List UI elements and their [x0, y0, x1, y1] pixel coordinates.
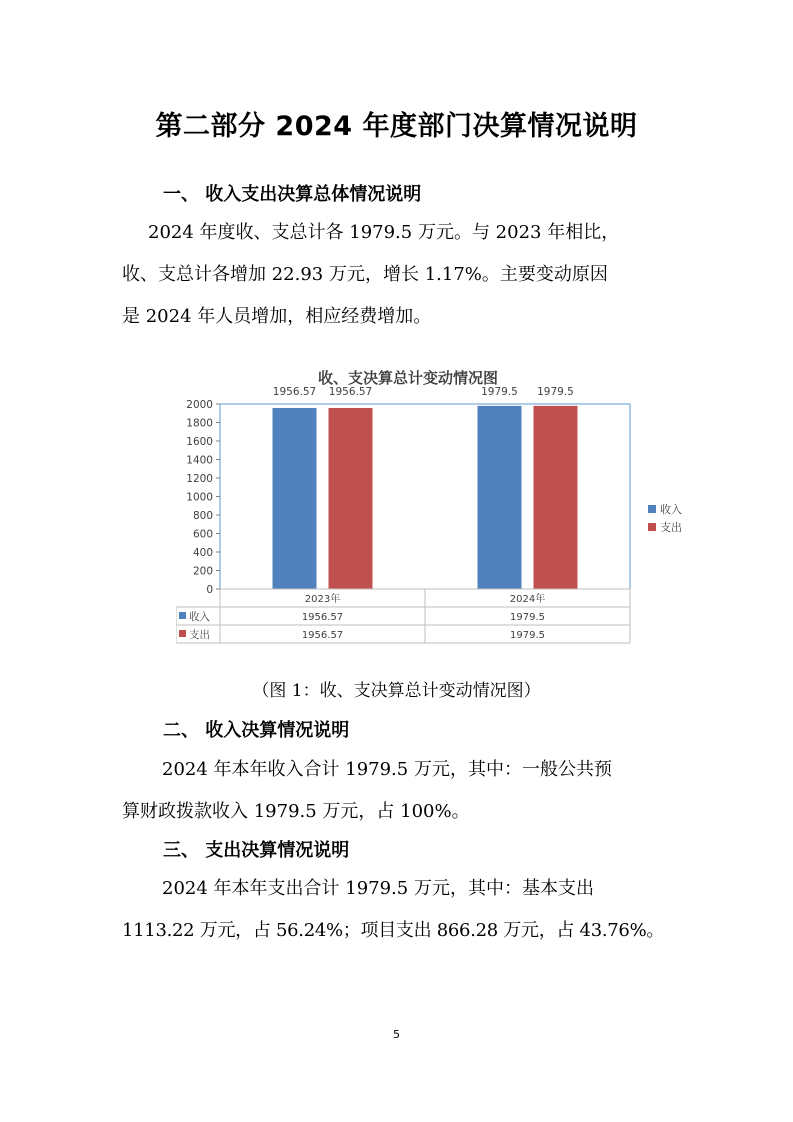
y-tick-label: 0 [206, 584, 213, 596]
section-heading-income: 二、 收入决算情况说明 [163, 720, 350, 741]
y-tick-label: 200 [192, 565, 213, 578]
table-cell: 1956.57 [301, 612, 344, 623]
data-label: 1956.57 [272, 386, 317, 398]
legend-label: 支出 [660, 521, 682, 534]
y-tick-label: 800 [192, 510, 213, 522]
paragraph-line: 算财政拨款收入 1979.5 万元，占 100%。 [122, 801, 470, 822]
y-tick-label: 400 [192, 547, 213, 559]
paragraph-income-cont [122, 791, 682, 833]
bar-支出-2024年 [534, 406, 578, 589]
y-tick-label: 1800 [186, 417, 213, 430]
paragraph-line: 2024 年本年支出合计 1979.5 万元，其中：基本支出 [162, 878, 594, 899]
y-tick-label: 1600 [186, 436, 213, 448]
data-label: 1979.5 [537, 386, 574, 398]
table-legend-key [179, 630, 186, 637]
paragraph-line: 2024 年度收、支总计各 1979.5 万元。与 2023 年相比， [148, 222, 620, 243]
y-tick-label: 1000 [186, 491, 213, 504]
paragraph-line: 是 2024 年人员增加，相应经费增加。 [122, 306, 432, 327]
bar-支出-2023年 [329, 408, 373, 589]
data-label: 1979.5 [481, 386, 518, 398]
x-tick-label: 2023年 [304, 594, 341, 605]
paragraph-overview [122, 212, 682, 254]
bar-收入-2023年 [273, 408, 317, 589]
bar-收入-2024年 [478, 406, 522, 589]
paragraph-expense-cont [122, 910, 682, 952]
y-tick-label: 1200 [186, 473, 213, 485]
table-cell: 1979.5 [510, 630, 545, 641]
income-expense-chart [176, 360, 696, 650]
legend-key [648, 523, 656, 531]
y-tick-label: 1400 [186, 454, 213, 467]
figure-caption: （图 1：收、支决算总计变动情况图） [252, 681, 541, 701]
table-series-label: 收入 [189, 611, 210, 623]
y-tick-label: 600 [192, 528, 213, 541]
x-tick-label: 2024年 [509, 594, 546, 605]
legend-label: 收入 [660, 503, 682, 516]
section-heading-overview: 一、 收入支出决算总体情况说明 [163, 184, 422, 205]
chart-title: 收、支决算总计变动情况图 [317, 369, 499, 387]
paragraph-expense [122, 868, 682, 910]
table-series-label: 支出 [189, 629, 210, 641]
table-legend-key [179, 612, 186, 619]
paragraph-income [122, 749, 682, 791]
paragraph-line: 收、支总计各增加 22.93 万元，增长 1.17%。主要变动原因 [122, 264, 608, 285]
page-title: 第二部分 2024 年度部门决算情况说明 [155, 111, 638, 142]
table-cell: 1956.57 [301, 630, 344, 641]
legend-key [648, 505, 656, 513]
paragraph-line: 2024 年本年收入合计 1979.5 万元，其中：一般公共预 [162, 759, 612, 780]
paragraph-overview-cont [122, 254, 682, 338]
table-cell: 1979.5 [510, 612, 545, 623]
data-label: 1956.57 [328, 386, 373, 398]
page-number: 5 [393, 1028, 400, 1041]
paragraph-line: 1113.22 万元，占 56.24%；项目支出 866.28 万元，占 43.76%。 [122, 920, 665, 941]
section-heading-expense: 三、 支出决算情况说明 [163, 840, 350, 861]
y-tick-label: 2000 [186, 399, 213, 411]
